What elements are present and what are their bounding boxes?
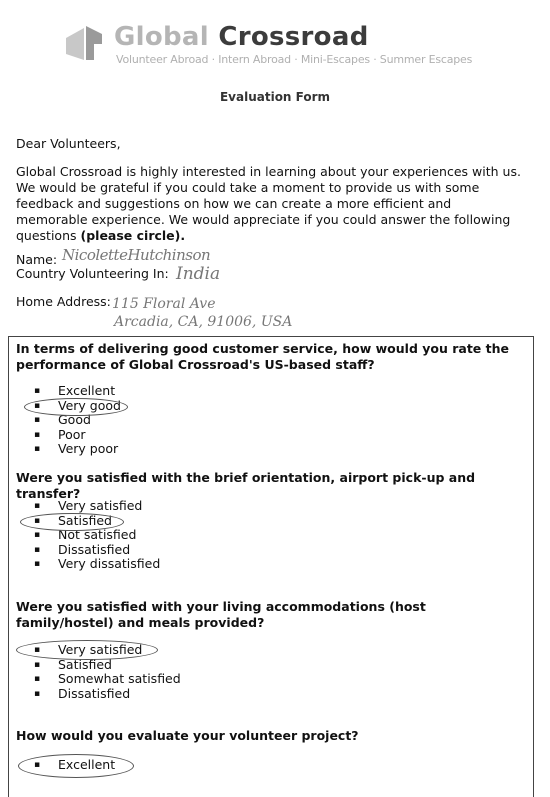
circled-answer-mark <box>20 513 124 531</box>
list-item[interactable]: ▪ Satisfied <box>34 658 181 673</box>
list-item[interactable]: ▪ Very satisfied <box>34 643 181 658</box>
question-3: Were you satisfied with your living accommodations (host family/hostel) and meals provided? <box>16 599 426 630</box>
list-item[interactable]: ▪ Very dissatisfied <box>34 557 160 572</box>
list-item[interactable]: ▪ Dissatisfied <box>34 687 181 702</box>
logo-tagline: Volunteer Abroad · Intern Abroad · Mini-Escapes · Summer Escapes <box>116 53 473 66</box>
question-2: Were you satisfied with the brief orientation, airport pick-up and transfer? <box>16 470 476 501</box>
logo-title: Global Crossroad <box>114 22 369 52</box>
list-item[interactable]: ▪ Very good <box>34 399 121 414</box>
circled-answer-mark <box>18 754 134 778</box>
circled-answer-mark <box>16 640 158 660</box>
country-label: Country Volunteering In: <box>16 266 169 281</box>
name-label: Name: <box>16 252 58 267</box>
intro-bold: (please circle). <box>80 228 186 243</box>
list-item[interactable]: ▪ Satisfied <box>34 514 160 529</box>
list-item[interactable]: ▪ Excellent <box>34 384 121 399</box>
country-value: India <box>176 264 221 284</box>
address-label: Home Address: <box>16 294 111 309</box>
question-1-options <box>34 384 121 457</box>
global-crossroad-logo <box>62 22 482 70</box>
list-item[interactable]: ▪ Good <box>34 413 121 428</box>
question-4: How would you evaluate your volunteer project? <box>16 728 359 743</box>
list-item[interactable]: ▪ Excellent <box>34 758 115 773</box>
list-item[interactable]: ▪ Somewhat satisfied <box>34 672 181 687</box>
list-item[interactable]: ▪ Very poor <box>34 442 121 457</box>
greeting: Dear Volunteers, <box>16 136 121 151</box>
question-2-options <box>34 499 160 572</box>
list-item[interactable]: ▪ Dissatisfied <box>34 543 160 558</box>
address-line2: Arcadia, CA, 91006, USA <box>114 314 293 330</box>
intro-paragraph: Global Crossroad is highly interested in learning about your experiences with us. We would be grateful if you could take a moment to provide us with some feedback and suggestions on how we can create a more efficient and memorable experience. We would appreciate if you could answer the following questions (please circle). <box>16 164 521 243</box>
form-title: Evaluation Form <box>219 90 331 104</box>
list-item[interactable]: ▪ Very satisfied <box>34 499 160 514</box>
circled-answer-mark <box>24 398 128 416</box>
list-item[interactable]: ▪ Poor <box>34 428 121 443</box>
question-1: In terms of delivering good customer service, how would you rate the performance of Global Crossroad's US-based staff? <box>16 341 509 372</box>
list-item[interactable]: ▪ Not satisfied <box>34 528 160 543</box>
address-line1: 115 Floral Ave <box>112 296 216 312</box>
crossroad-logo-icon <box>62 24 106 62</box>
name-value: NicoletteHutchinson <box>62 246 211 264</box>
